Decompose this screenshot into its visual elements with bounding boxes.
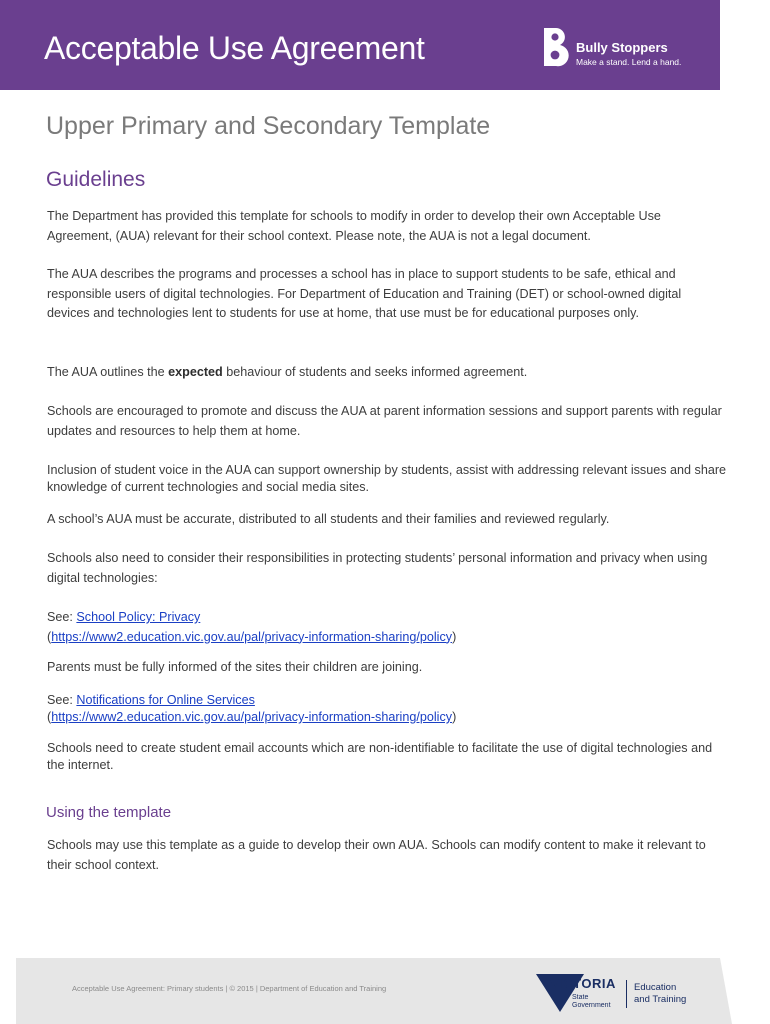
victoria-government-logo [536,972,716,1016]
paragraph-using-template: Schools may use this template as a guide to develop their own AUA. Schools can modify content to make it relevant to their school context. [47,838,706,872]
vic-sub-2: Government [572,1002,611,1009]
online-services-url-link[interactable]: https://www2.education.vic.gov.au/pal/privacy-information-sharing/policy [51,710,453,724]
paragraph-accurate: A school’s AUA must be accurate, distributed to all students and their families and reviewed regularly. [47,512,610,526]
dept-1: Education [634,982,677,993]
online-services-link[interactable]: Notifications for Online Services [76,693,255,707]
paragraph-student-voice: Inclusion of student voice in the AUA can support ownership by students, assist with addressing relevant issues and share knowledge of current technologies and social media sites. [47,463,727,494]
logo-tagline: Make a stand. Lend a hand. [576,57,682,67]
p3-post: behaviour of students and seeks informed agreement. [222,365,528,379]
footer [16,958,720,1024]
paragraph-aua-outlines [47,363,727,383]
see2-close: ) [452,710,457,724]
page-title: Acceptable Use Agreement [44,30,425,66]
p3-pre: The AUA outlines the [47,365,169,379]
paragraph-aua-describes: The AUA describes the programs and processes a school has in place to support students to be safe, ethical and responsible users of digital technologies. For Department of Education and Training (DET) or school-owned digital devices and technologies lent to students for use at home, that use must be for educational purposes only. [47,267,682,320]
department-name [634,982,686,1006]
bully-stoppers-logo [540,26,710,70]
privacy-policy-link[interactable]: School Policy: Privacy [76,610,201,624]
victoria-word: VICTORIA [550,976,616,991]
paragraph-parents: Schools are encouraged to promote and discuss the AUA at parent information sessions and support parents with regular updates and resources to help them at home. [47,404,722,438]
paragraph-intro: The Department has provided this template for schools to modify in order to develop their own Acceptable Use Agreement, (AUA) relevant for their school context. Please note, the AUA is not a legal document. [47,209,661,243]
template-title: Upper Primary and Secondary Template [46,112,491,140]
banner-corner [720,0,770,90]
guidelines-heading: Guidelines [46,168,146,191]
see2-open: ( [47,710,52,724]
p3-bold: expected [168,365,223,379]
vic-sub-1: State [572,994,589,1001]
victoria-state-government [572,994,611,1010]
victoria-divider [626,980,627,1008]
see-online-services [47,692,727,726]
footer-text: Acceptable Use Agreement: Primary students | © 2015 | Department of Education and Training [72,984,387,993]
logo-name: Bully Stoppers [576,40,668,55]
paragraph-informed: Parents must be fully informed of the sites their children are joining. [47,660,423,674]
see-privacy-policy [47,608,727,647]
privacy-policy-url-link[interactable]: https://www2.education.vic.gov.au/pal/privacy-information-sharing/policy [51,629,453,644]
paragraph-responsibilities: Schools also need to consider their responsibilities in protecting students’ personal information and privacy when using digital technologies: [47,551,708,585]
paragraph-email-accounts: Schools need to create student email accounts which are non-identifiable to facilitate the use of digital technologies and the internet. [47,741,713,772]
bully-stoppers-b-icon [540,26,574,68]
see2-prefix: See: [47,693,77,707]
using-template-heading: Using the template [46,804,172,821]
see1-open: ( [47,629,52,644]
dept-2: and Training [634,994,687,1005]
footer-corner [720,958,732,1024]
see1-close: ) [452,629,457,644]
see1-prefix: See: [47,610,77,624]
